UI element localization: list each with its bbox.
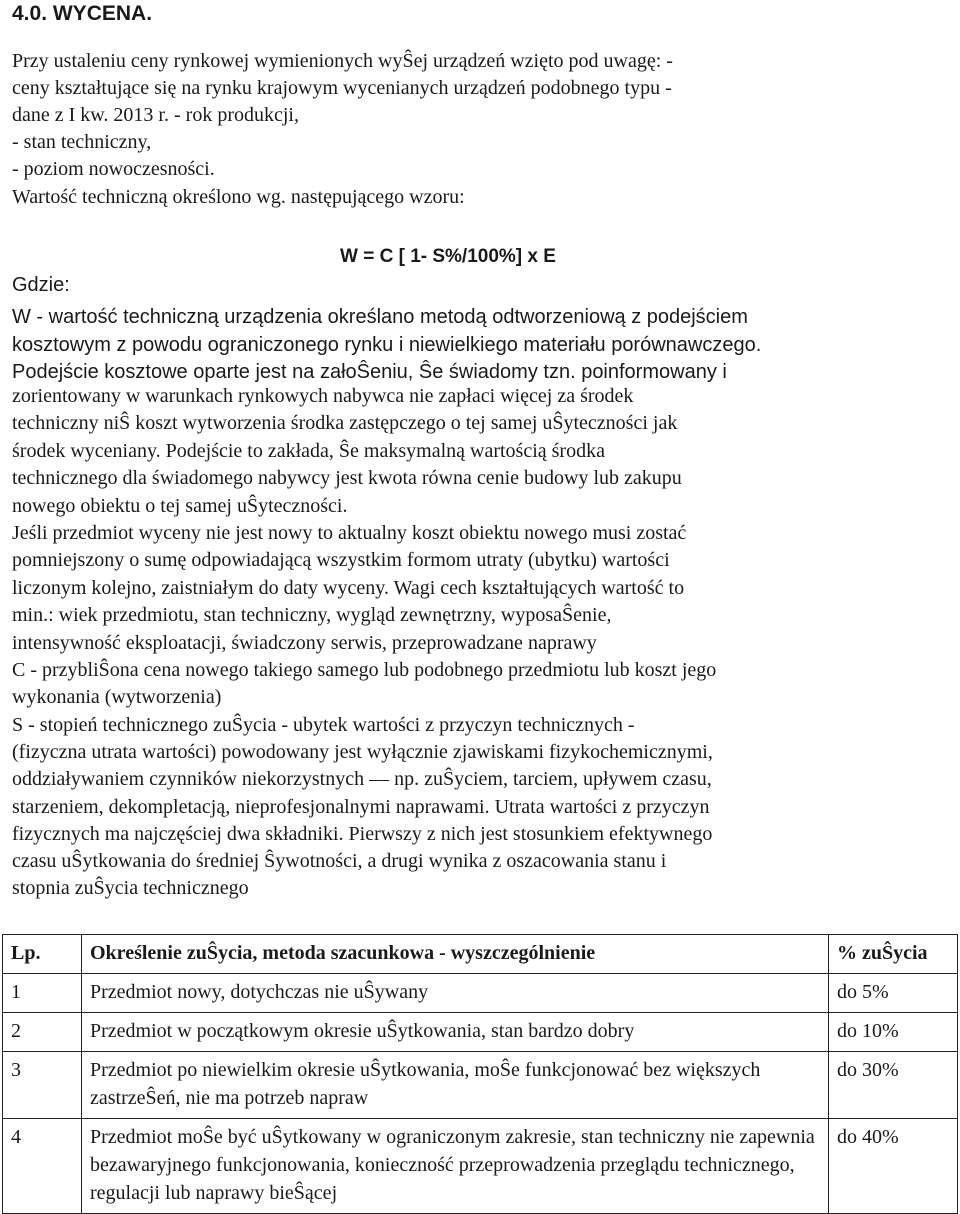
body-line: zorientowany w warunkach rynkowych nabywca nie zapłaci więcej za środek	[12, 385, 634, 407]
column-header-lp: Lp.	[3, 935, 82, 974]
column-header-description: Określenie zuŜycia, metoda szacunkowa - wyszczególnienie	[82, 935, 829, 974]
table-row	[3, 1052, 958, 1119]
body-line: czasu uŜytkowania do średniej Ŝywotności, a drugi wynika z oszacowania stanu i	[12, 850, 667, 872]
body-line: Jeśli przedmiot wyceny nie jest nowy to aktualny koszt obiektu nowego musi zostać	[12, 522, 687, 544]
intro-line: - stan techniczny,	[12, 131, 152, 153]
wear-table	[2, 934, 958, 1214]
section-heading: 4.0. WYCENA.	[12, 2, 153, 25]
table-row	[3, 974, 958, 1013]
body-line: starzeniem, dekompletacją, nieprofesjonalnymi naprawami. Utrata wartości z przyczyn	[12, 796, 710, 818]
row-description: Przedmiot moŜe być uŜytkowany w ograniczonym zakresie, stan techniczny nie zapewnia bezawaryjnego funkcjonowania, konieczność przeprowadzenia przeglądu technicznego, regulacji lub naprawy bieŜącej	[82, 1119, 829, 1214]
row-description: Przedmiot po niewielkim okresie uŜytkowania, moŜe funkcjonować bez większych zastrzeŜeń, nie ma potrzeb napraw	[82, 1052, 829, 1119]
intro-line: ceny kształtujące się na rynku krajowym wycenianych urządzeń podobnego typu -	[12, 77, 672, 99]
table-row	[3, 1013, 958, 1052]
body-line: liczonym kolejno, zaistniałym do daty wyceny. Wagi cech kształtujących wartość to	[12, 577, 685, 599]
body-line: technicznego dla świadomego nabywcy jest kwota równa cenie budowy lub zakupu	[12, 467, 682, 489]
body-line: fizycznych ma najczęściej dwa składniki. Pierwszy z nich jest stosunkiem efektywnego	[12, 823, 713, 845]
row-number: 3	[3, 1052, 82, 1119]
table-row	[3, 1119, 958, 1214]
column-header-wear-percent: % zuŜycia	[829, 935, 958, 974]
body-line: C - przybliŜona cena nowego takiego samego lub podobnego przedmiotu lub koszt jego	[12, 659, 717, 681]
body-line: min.: wiek przedmiotu, stan techniczny, wygląd zewnętrzny, wyposaŜenie,	[12, 604, 612, 626]
body-line: Gdzie:	[12, 274, 70, 296]
body-line: pomniejszony o sumę odpowiadającą wszystkim formom utraty (ubytku) wartości	[12, 549, 670, 571]
row-number: 4	[3, 1119, 82, 1214]
row-wear-percent: do 40%	[829, 1119, 958, 1214]
body-line: techniczny niŜ koszt wytworzenia środka zastępczego o tej samej uŜyteczności jak	[12, 412, 678, 434]
table-header-row	[3, 935, 958, 974]
body-line: Podejście kosztowe oparte jest na załoŜeniu, Ŝe świadomy tzn. poinformowany i	[12, 361, 727, 383]
body-line: W - wartość techniczną urządzenia określano metodą odtworzeniową z podejściem	[12, 306, 748, 328]
row-number: 2	[3, 1013, 82, 1052]
body-line: stopnia zuŜycia technicznego	[12, 877, 249, 899]
row-number: 1	[3, 974, 82, 1013]
intro-line: Przy ustaleniu ceny rynkowej wymienionych wyŜej urządzeń wzięto pod uwagę: -	[12, 50, 673, 72]
intro-line: - poziom nowoczesności.	[12, 158, 215, 180]
body-line: intensywność eksploatacji, świadczony serwis, przeprowadzane naprawy	[12, 632, 597, 654]
row-wear-percent: do 10%	[829, 1013, 958, 1052]
intro-line: Wartość techniczną określono wg. następującego wzoru:	[12, 186, 465, 208]
row-wear-percent: do 30%	[829, 1052, 958, 1119]
body-line: środek wyceniany. Podejście to zakłada, Ŝe maksymalną wartością środka	[12, 440, 605, 462]
intro-line: dane z I kw. 2013 r. - rok produkcji,	[12, 104, 299, 126]
body-line: wykonania (wytworzenia)	[12, 686, 222, 708]
body-line: nowego obiektu o tej samej uŜyteczności.	[12, 495, 348, 517]
row-description: Przedmiot w początkowym okresie uŜytkowania, stan bardzo dobry	[82, 1013, 829, 1052]
valuation-formula: W = C [ 1- S%/100%] x E	[340, 246, 556, 267]
body-line: kosztowym z powodu ograniczonego rynku i niewielkiego materiału porównawczego.	[12, 334, 762, 356]
body-line: S - stopień technicznego zuŜycia - ubytek wartości z przyczyn technicznych -	[12, 714, 635, 736]
row-description: Przedmiot nowy, dotychczas nie uŜywany	[82, 974, 829, 1013]
body-line: oddziaływaniem czynników niekorzystnych — np. zuŜyciem, tarciem, upływem czasu,	[12, 768, 712, 790]
body-line: (fizyczna utrata wartości) powodowany jest wyłącznie zjawiskami fizykochemicznymi,	[12, 741, 713, 763]
row-wear-percent: do 5%	[829, 974, 958, 1013]
